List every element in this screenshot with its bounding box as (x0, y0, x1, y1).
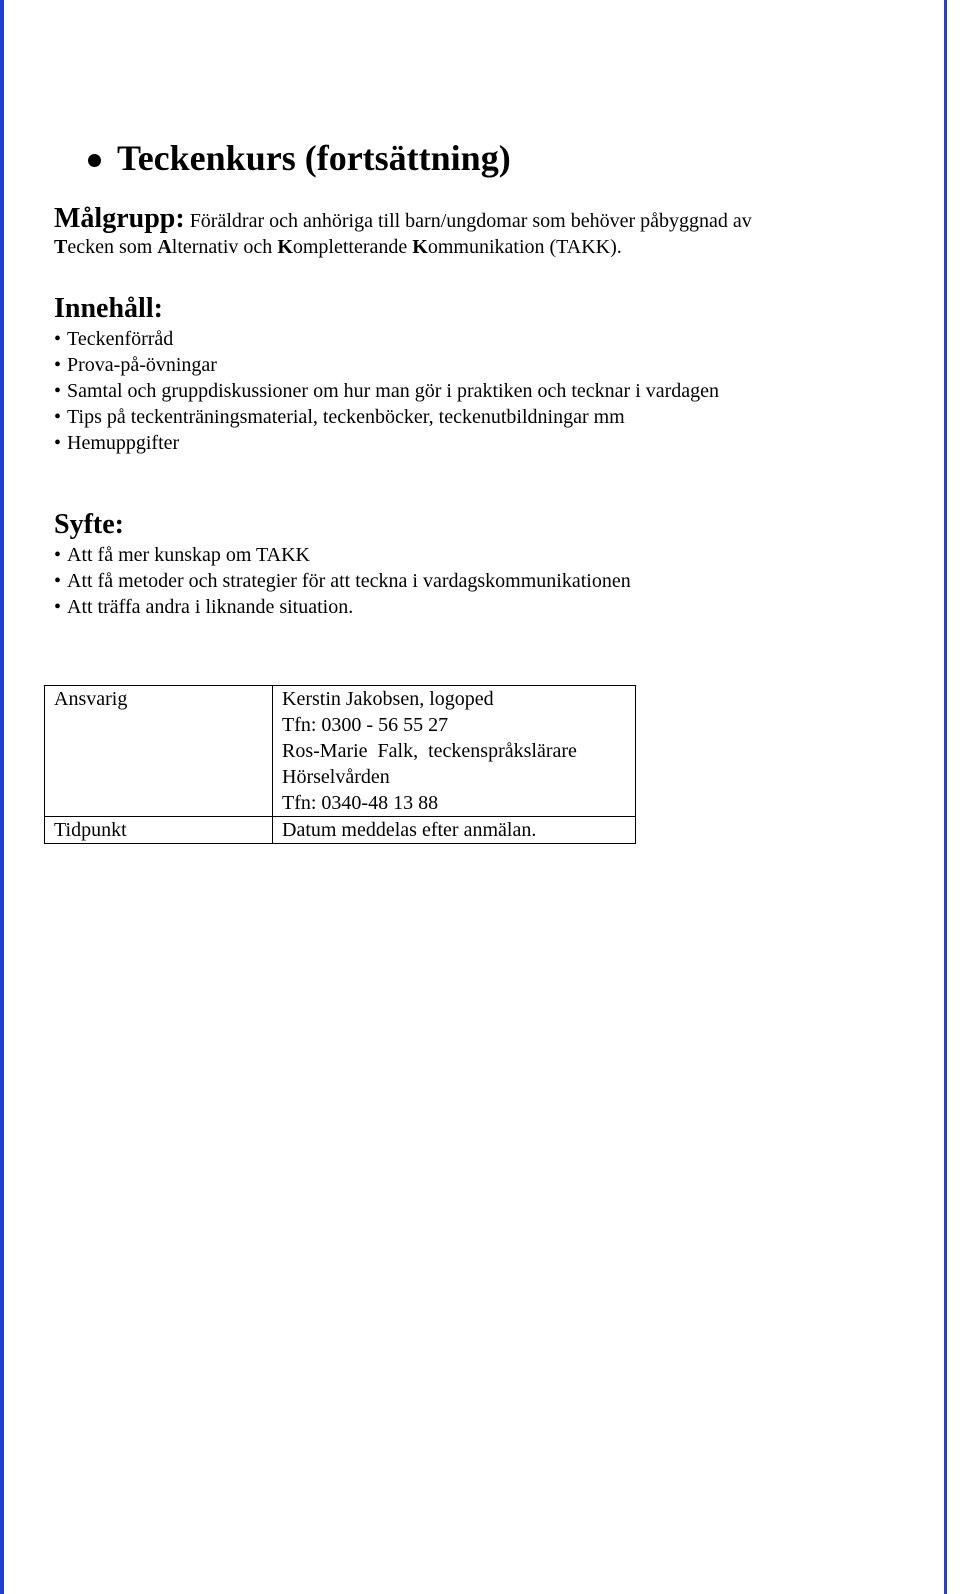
acronym-word-rest: ommunikation (TAKK). (427, 236, 622, 258)
acronym-letter: T (54, 236, 68, 258)
purpose-section (54, 508, 631, 620)
bullet-icon: • (54, 544, 62, 566)
target-group-section (54, 203, 874, 260)
contact-line: Ros-Marie Falk, teckenspråkslärare (282, 740, 577, 762)
list-item-text: Teckenförråd (67, 328, 174, 350)
acronym-word-rest: ecken som (67, 236, 158, 258)
bullet-icon: • (54, 380, 62, 402)
list-item-text: Samtal och gruppdiskussioner om hur man gör i praktiken och tecknar i vardagen (67, 380, 720, 402)
table-row (45, 686, 636, 817)
bullet-icon: • (54, 596, 62, 618)
list-item (54, 378, 719, 404)
list-item-text: Prova-på-övningar (67, 354, 217, 376)
list-item (54, 594, 631, 620)
acronym-letter: K (412, 236, 428, 258)
list-item-text: Att få mer kunskap om TAKK (67, 544, 310, 566)
list-item (54, 430, 719, 456)
bullet-icon: • (54, 432, 62, 454)
table-label-cell (45, 686, 273, 817)
acronym-word-rest: ompletterande (292, 236, 413, 258)
list-item-text: Hemuppgifter (67, 432, 180, 454)
table-label-cell (45, 817, 273, 844)
target-line-2 (54, 234, 874, 260)
bullet-icon: • (54, 406, 62, 428)
target-line-1 (54, 203, 874, 234)
page-title: Teckenkurs (fortsättning) (117, 138, 511, 178)
list-item (54, 352, 719, 378)
title-row (88, 136, 511, 180)
acronym-letter: K (277, 236, 293, 258)
bullet-icon: • (54, 354, 62, 376)
purpose-heading: Syfte: (54, 509, 124, 540)
acronym-word-rest: lternativ och (171, 236, 278, 258)
page-border-right-line (944, 0, 947, 1594)
table-value-cell (273, 686, 636, 817)
list-item-text: Att få metoder och strategier för att teckna i vardagskommunikationen (67, 570, 631, 592)
contact-line: Hörselvården (282, 766, 390, 788)
target-text-1: Föräldrar och anhöriga till barn/ungdomar som behöver påbyggnad av (189, 210, 752, 232)
bullet-icon: • (54, 570, 62, 592)
list-item (54, 542, 631, 568)
contact-line: Tfn: 0300 - 56 55 27 (282, 714, 449, 736)
list-item-text: Att träffa andra i liknande situation. (67, 596, 354, 618)
info-table (44, 685, 636, 844)
purpose-list (54, 542, 631, 620)
acronym-letter: A (157, 236, 172, 258)
time-label: Tidpunkt (54, 819, 127, 841)
list-item-text: Tips på teckenträningsmaterial, teckenböcker, teckenutbildningar mm (67, 406, 625, 428)
bullet-icon: • (54, 328, 62, 350)
content-heading: Innehåll: (54, 293, 163, 324)
page-border-right (944, 0, 960, 1594)
target-heading: Målgrupp: (54, 203, 185, 234)
bullet-icon (88, 154, 101, 167)
responsible-label: Ansvarig (54, 688, 128, 710)
contact-line: Kerstin Jakobsen, logoped (282, 688, 494, 710)
list-item (54, 326, 719, 352)
table-value-cell (273, 817, 636, 844)
list-item (54, 568, 631, 594)
list-item (54, 404, 719, 430)
content-list (54, 326, 719, 456)
contact-line: Tfn: 0340-48 13 88 (282, 792, 439, 814)
table-row (45, 817, 636, 844)
content-section (54, 292, 719, 456)
time-value: Datum meddelas efter anmälan. (282, 819, 537, 841)
